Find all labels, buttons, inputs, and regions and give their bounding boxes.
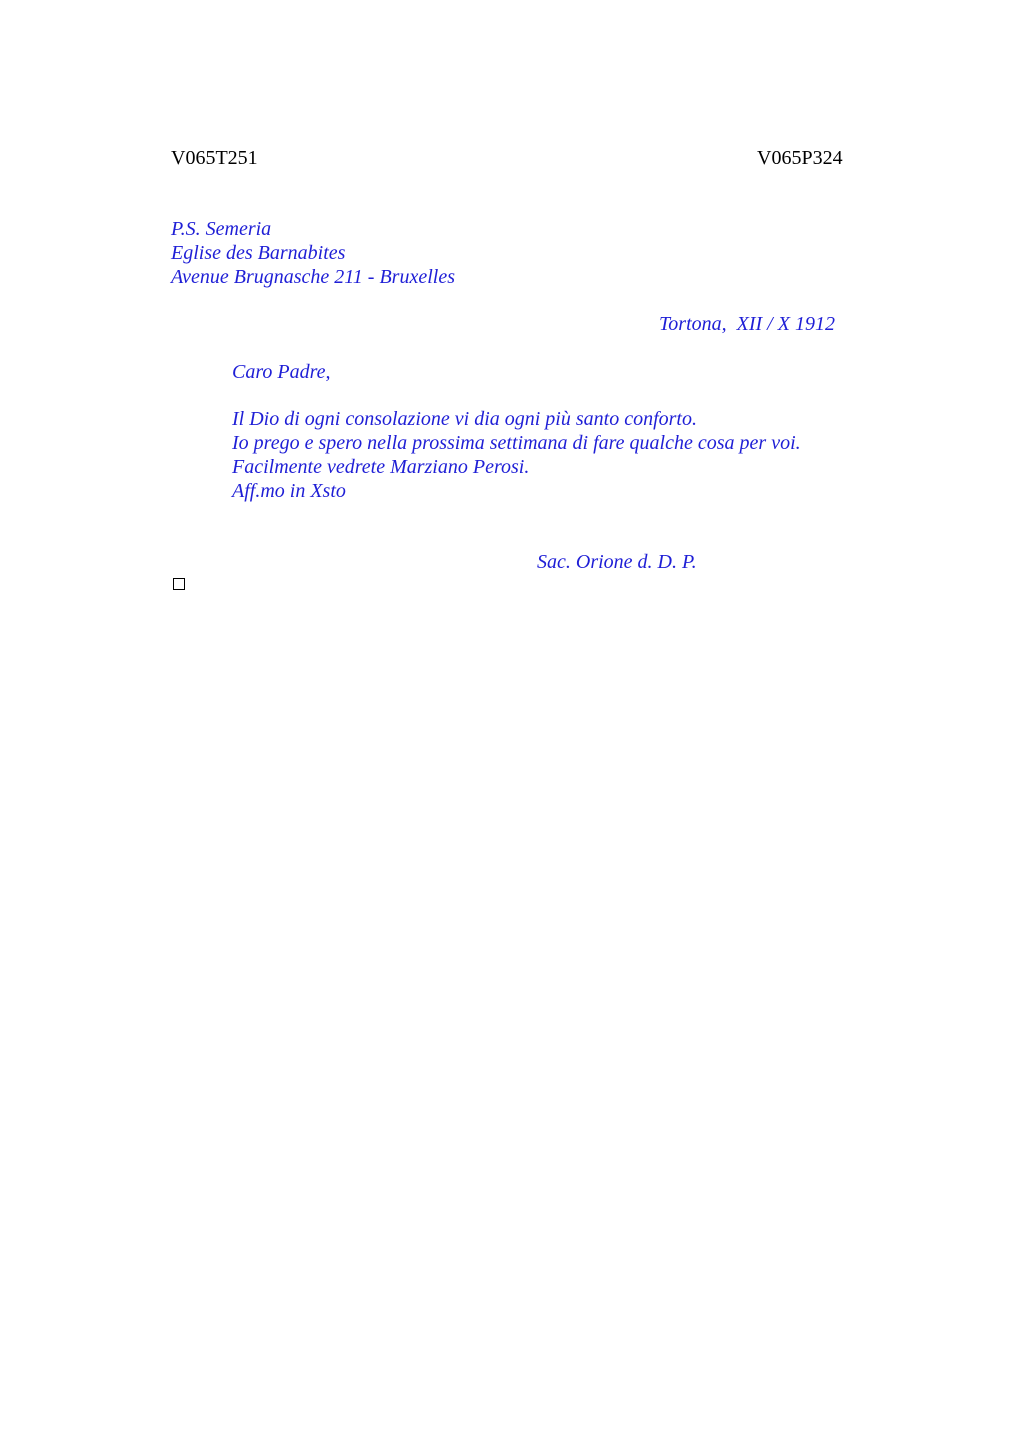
empty-box-marker xyxy=(173,578,185,590)
letter-body xyxy=(232,407,801,503)
body-line: Aff.mo in Xsto xyxy=(232,480,346,502)
document-reference-right: V065P324 xyxy=(757,147,843,169)
address-line-street: Avenue Brugnasche 211 - Bruxelles xyxy=(171,266,455,288)
signature: Sac. Orione d. D. P. xyxy=(537,551,697,573)
recipient-address xyxy=(171,217,455,289)
address-line-institution: Eglise des Barnabites xyxy=(171,242,346,264)
body-line: Io prego e spero nella prossima settimana di fare qualche cosa per voi. xyxy=(232,432,801,454)
document-reference-left: V065T251 xyxy=(171,147,258,169)
salutation: Caro Padre, xyxy=(232,361,331,383)
body-line: Il Dio di ogni consolazione vi dia ogni più santo conforto. xyxy=(232,408,697,430)
address-line-name: P.S. Semeria xyxy=(171,218,272,240)
letter-date: Tortona, XII / X 1912 xyxy=(659,313,835,335)
body-line: Facilmente vedrete Marziano Perosi. xyxy=(232,456,530,478)
